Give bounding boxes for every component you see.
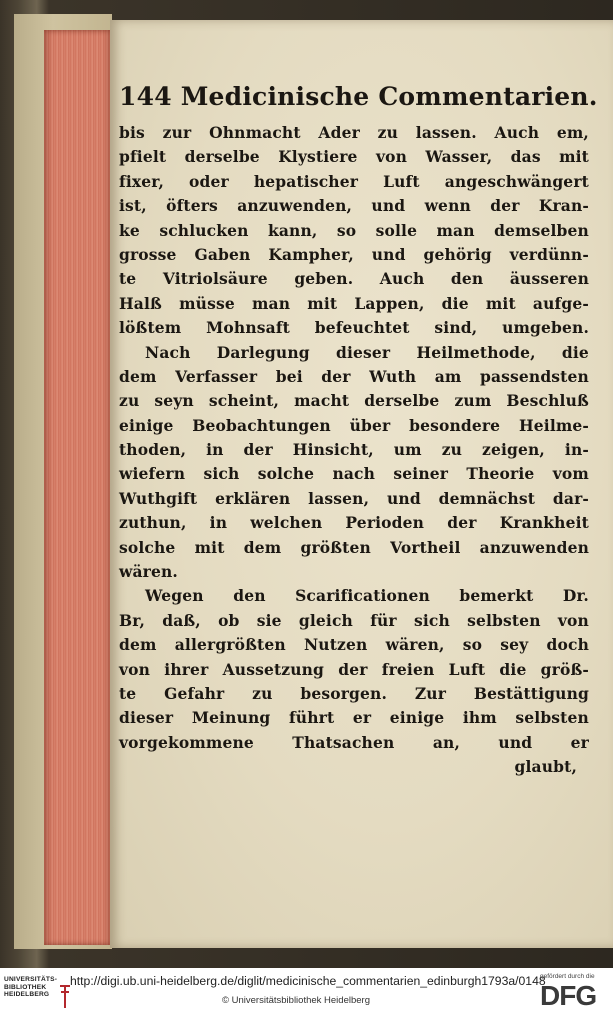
logo-line: UNIVERSITÄTS- [4,976,58,983]
text-line [119,219,589,243]
word: Ader [318,123,360,142]
page-content [119,60,598,780]
word: solche [119,537,176,557]
word: befeuchtet [314,318,410,338]
word: ist, [119,196,147,216]
word: demselben [494,220,589,240]
word: ihm [462,708,497,728]
word: lassen, [308,488,370,508]
word: bei [275,366,303,386]
text-line [119,584,589,608]
word: passendsten [479,366,589,386]
funder-note: gefördert durch die [540,973,595,980]
text-line [119,511,589,535]
text-line [119,487,589,511]
word: der [447,513,477,533]
text-line [119,145,589,169]
word: der [338,659,368,679]
word: die [499,659,527,679]
word: mit [559,147,589,167]
text-line [119,731,589,755]
word: Klystiere [278,147,358,167]
word: Beobachtungen [192,415,331,435]
word: um [393,440,422,460]
viewer-footer [0,968,613,1014]
word: seyn [154,391,194,411]
word: sind, [434,318,478,338]
word: Bestättigung [473,683,589,703]
word: den [450,269,484,289]
word: Wasser, [425,147,493,167]
word: äusseren [509,269,589,289]
word: pfielt [119,147,167,167]
word: Meinung [191,708,271,728]
word: Mohnsaft [206,318,290,338]
word: Gaben [194,244,251,264]
word: Vitriolsäure [162,269,268,289]
word: daß, [162,610,201,630]
word: besondere [409,415,501,435]
word: erklären [215,488,291,508]
word: der [243,440,273,460]
word: er [352,708,372,728]
word: Dr. [562,586,589,606]
word: von [557,610,589,630]
word: kann, [267,220,318,240]
word: vorgekommene [119,732,254,752]
word: freien [381,659,435,679]
text-line [119,438,589,462]
word: er [570,732,589,752]
word: sie [256,610,282,630]
word: te [119,683,137,703]
word: gehörig [423,244,492,264]
word: in [209,513,228,533]
word: bemerkt [459,586,534,606]
word: Heilme- [518,415,589,435]
copyright-notice: © Universitätsbibliothek Heidelberg [222,995,370,1006]
word: em, [556,123,589,142]
word: über [349,415,391,435]
word: lassen. [415,123,477,142]
word: von [375,147,408,167]
word: schlucken [159,220,249,240]
word: fixer, [119,171,164,191]
word: ob [218,610,240,630]
text-line [119,267,589,291]
ub-heidelberg-logo[interactable] [4,976,66,1010]
text-line [119,414,589,438]
word: hepatischer [253,171,359,191]
word: Verfasser [175,366,258,386]
word: umgeben. [502,318,589,338]
word: sich [413,610,450,630]
word: scheint, [208,391,280,411]
text-line [119,121,589,145]
logo-text [4,976,66,999]
word: Perioden [345,513,425,533]
word: Luft [383,171,420,191]
word: das [510,147,541,167]
word: solche [257,464,315,484]
word: und [386,488,421,508]
word: selbsten [467,610,541,630]
word: Darlegung [216,342,310,362]
word: seiner [393,464,449,484]
word: vom [552,464,589,484]
word: größten [300,537,371,557]
word: anzuwenden [479,537,589,557]
word: Zur [414,683,447,703]
text-line [119,682,589,706]
text-line [119,170,589,194]
word: Thatsachen [292,732,395,752]
word: derselbe [184,147,260,167]
word: zu [252,683,273,703]
word: an, [432,732,460,752]
word: mit [485,293,516,313]
word: oder [189,171,229,191]
word: dem [119,366,157,386]
funder-name: DFG [540,980,597,1011]
word: wären, [385,635,445,655]
word: ihrer [164,659,209,679]
word: die [441,293,469,313]
text-line [119,194,589,218]
word: zu [377,123,399,142]
word: zu [119,391,140,411]
word: welchen [250,513,323,533]
word: Halß [119,293,162,313]
word: müsse [179,293,235,313]
word: einige [119,415,174,435]
word: man [436,220,475,240]
word: Auch [494,123,540,142]
word: verdünn- [509,244,589,264]
word: wären. [119,562,178,582]
word: doch [546,635,589,655]
word: sich [203,464,240,484]
body-text [119,121,589,780]
word: Krankheit [499,513,589,533]
word: Vortheil [390,537,461,557]
text-line [119,706,589,730]
word: zeigen, [482,440,545,460]
text-line [119,462,589,486]
word: grosse [119,244,177,264]
word: wenn [424,196,471,216]
running-head: 144 Medicinische Commentarien. [119,82,598,111]
word: Beschluß [506,391,589,411]
word: anzuwenden, [237,196,353,216]
dfg-logo[interactable] [540,973,608,1011]
word: dieser [335,342,391,362]
word: der [321,366,351,386]
word: dem [243,537,282,557]
word: mit [307,293,338,313]
logo-line: HEIDELBERG [4,991,50,999]
text-line [119,341,589,365]
word: angeschwängert [444,171,589,191]
text-line [119,633,589,657]
word: selbsten [515,708,589,728]
red-page-edges [44,30,112,945]
word: öfters [166,196,218,216]
word: thoden, [119,440,187,460]
word: Br, [119,610,145,630]
word: ke [119,220,140,240]
word: führt [288,708,335,728]
word: Heilmethode, [416,342,536,362]
permalink-url[interactable]: http://digi.ub.uni-heidelberg.de/diglit/medicinische_commentarien_edinburgh1793a/0148 [70,974,546,988]
word: sey [500,635,529,655]
word: größ- [540,659,589,679]
word: geben. [294,269,354,289]
word: zur [162,123,192,142]
word: der [490,196,520,216]
word: bis [119,123,145,142]
word: gleich [298,610,353,630]
word: die [561,342,589,362]
word: von [119,659,151,679]
word: Theorie [466,464,535,484]
word: zum [454,391,492,411]
logo-line: BIBLIOTHEK [4,983,47,991]
word: te [119,269,137,289]
word: dar- [552,488,589,508]
word: und [371,244,406,264]
word: und [498,732,533,752]
word: zu [441,440,463,460]
word: in- [564,440,589,460]
word: Aussetzung [222,659,325,679]
word: glaubt, [514,757,577,777]
word: man [251,293,291,313]
word: macht [294,391,350,411]
word: so [336,220,357,240]
text-line [119,292,589,316]
text-line [119,536,589,560]
word: wiefern [119,464,186,484]
word: Wegen [145,586,204,606]
word: Nutzen [303,635,368,655]
word: in [206,440,224,460]
text-line [119,609,589,633]
word: Auch [379,269,425,289]
word: Hinsicht, [292,440,374,460]
text-line [119,316,589,340]
word: Lappen, [354,293,425,313]
word: am [434,366,462,386]
word: für [370,610,397,630]
word: Luft [448,659,486,679]
text-line [119,755,589,779]
word: demnächst [438,488,536,508]
word: Kampher, [268,244,354,264]
word: nach [332,464,376,484]
word: Scarificationen [295,586,430,606]
text-line [119,365,589,389]
word: den [233,586,266,606]
word: dieser [119,708,174,728]
word: Gefahr [164,683,225,703]
text-line [119,243,589,267]
word: aufge- [532,293,589,313]
word: und [371,196,406,216]
word: allergrößten [174,635,286,655]
word: mit [194,537,225,557]
text-line [119,658,589,682]
word: Wuth [369,366,417,386]
word: derselbe [364,391,440,411]
word: Kran- [538,196,589,216]
word: einige [389,708,445,728]
word: zuthun, [119,513,187,533]
word: lößtem [119,318,182,338]
word: solle [375,220,418,240]
word: Wuthgift [119,488,198,508]
word: Ohnmacht [209,123,301,142]
text-line [119,560,589,584]
text-line [119,389,589,413]
word: Nach [145,342,191,362]
word: so [462,635,483,655]
word: dem [119,635,157,655]
word: besorgen. [300,683,387,703]
